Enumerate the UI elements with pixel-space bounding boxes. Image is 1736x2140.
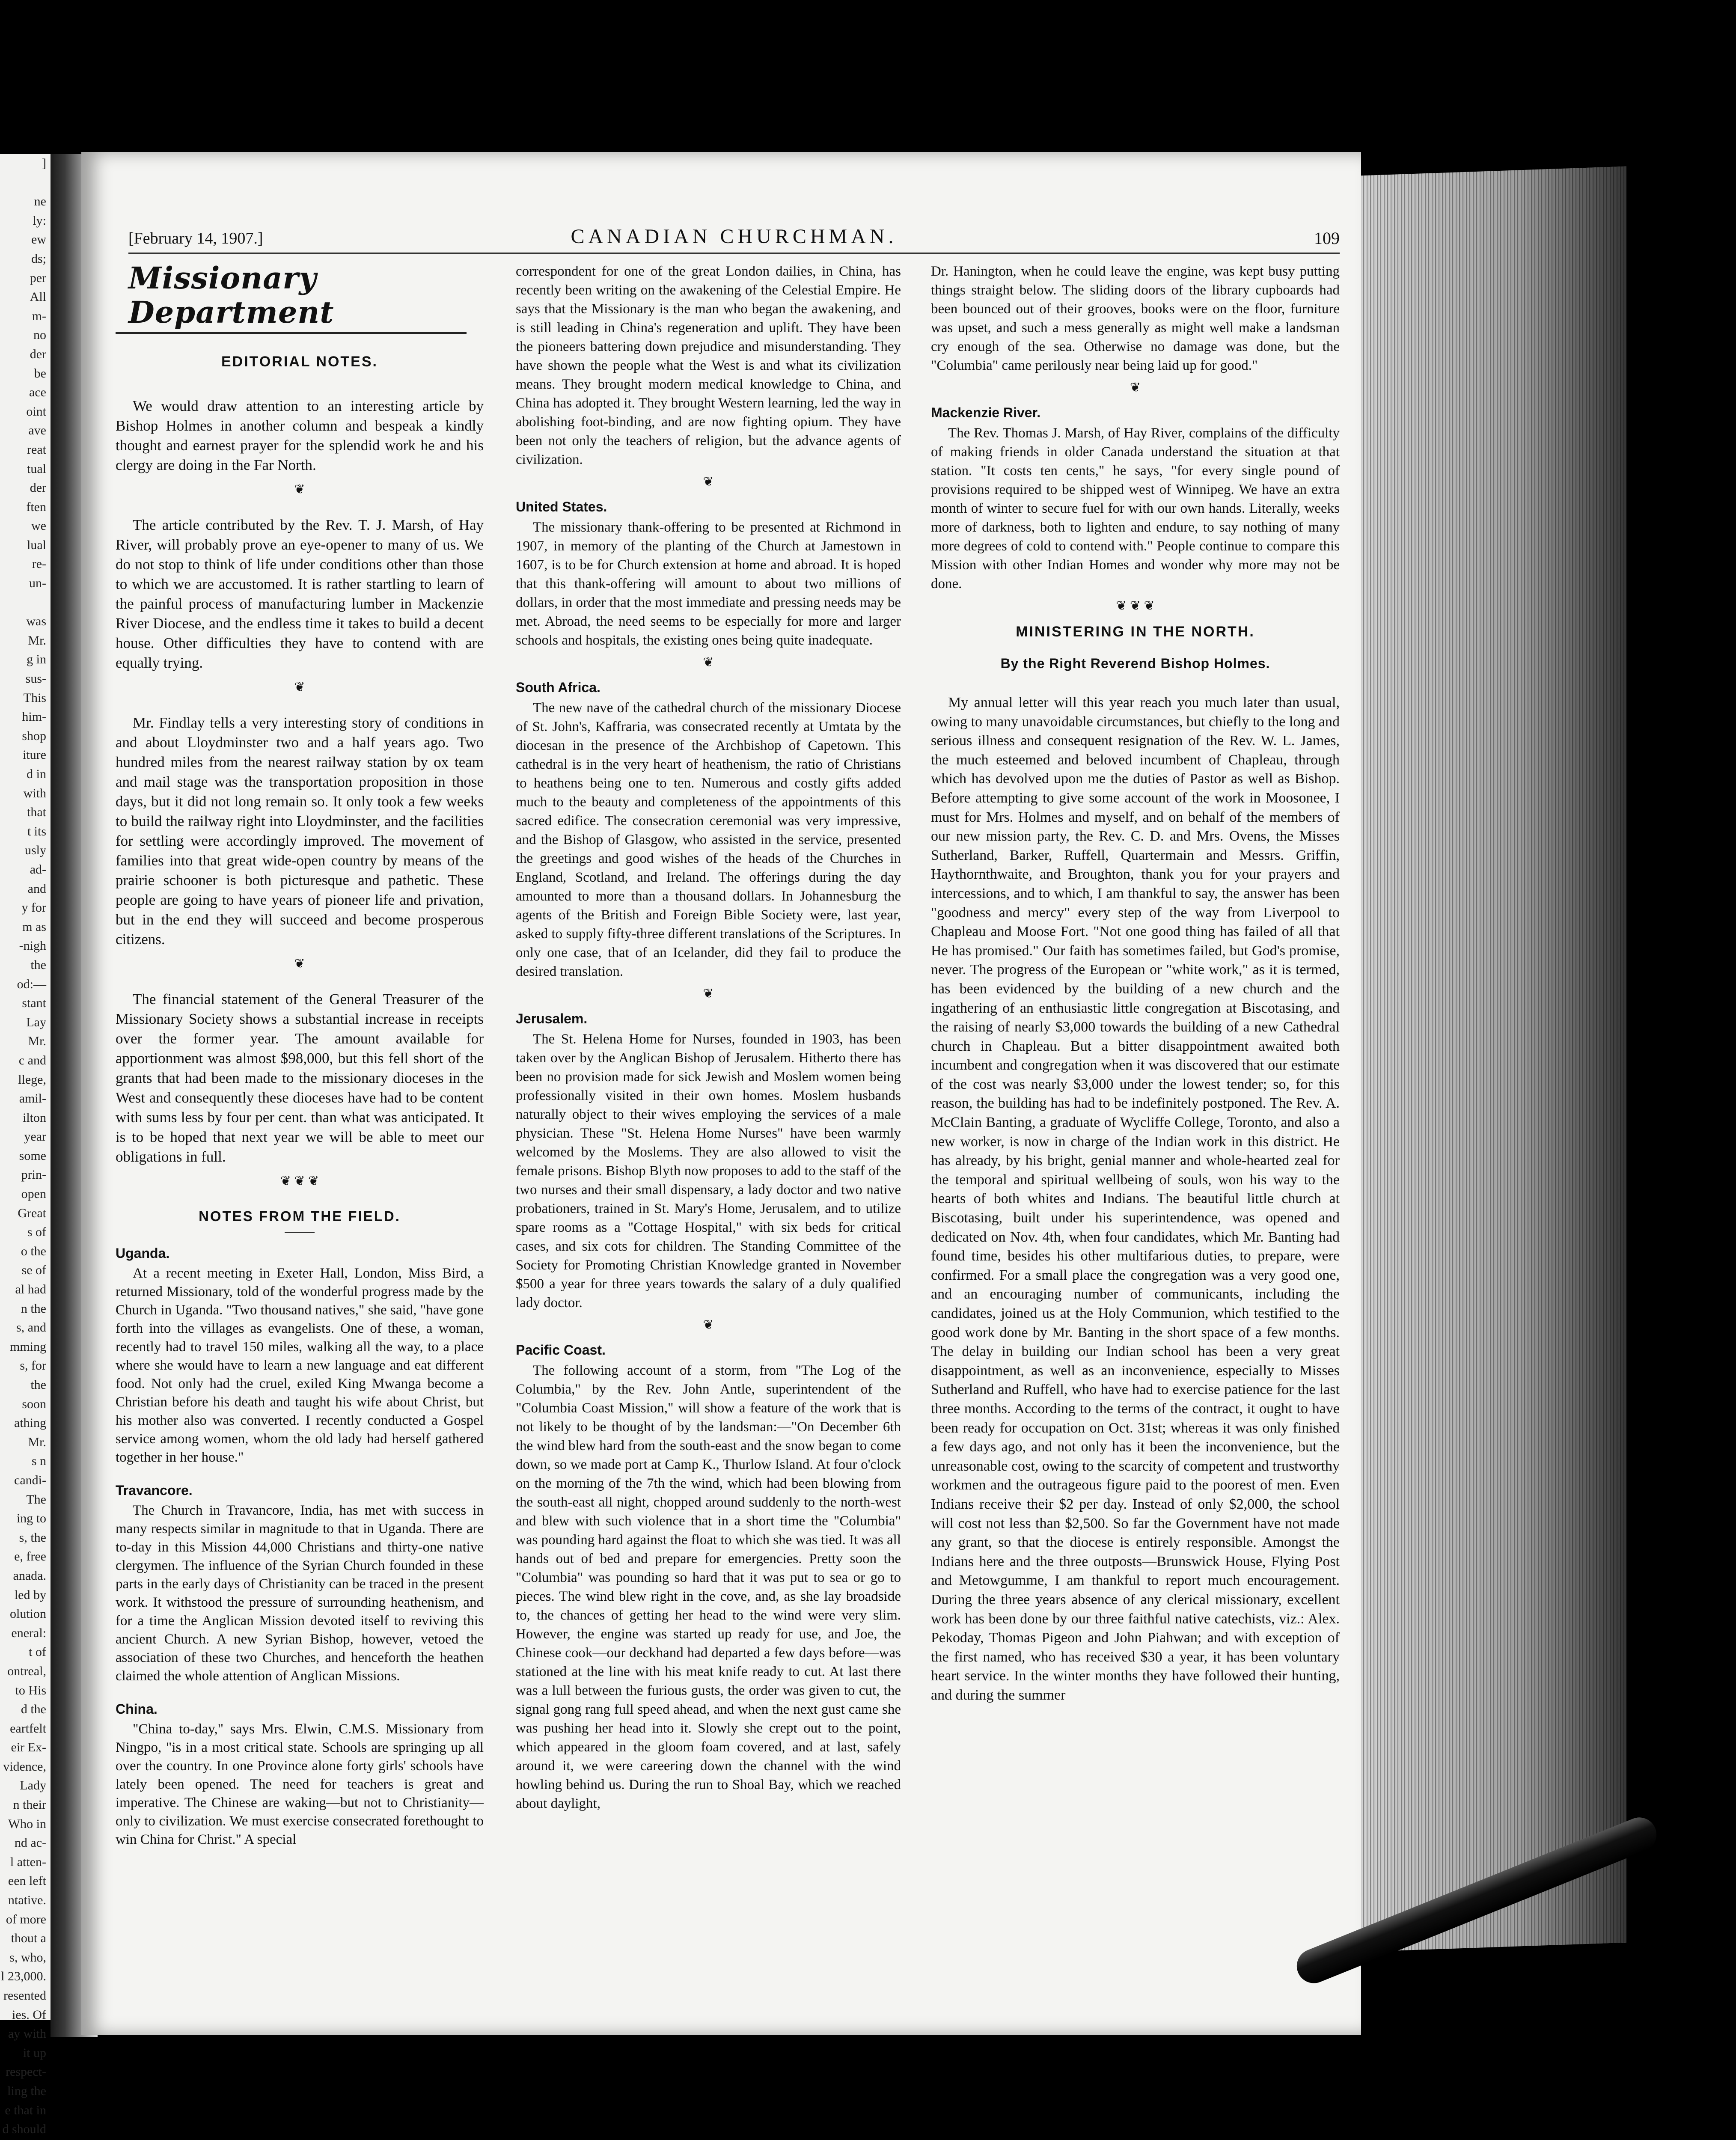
adjacent-page-fragment-line: tual xyxy=(27,461,46,476)
adjacent-page-fragment-line: it up xyxy=(23,2045,46,2060)
adjacent-page-fragment-line: n their xyxy=(13,1798,46,1812)
adjacent-page-fragment-line: s, the xyxy=(19,1530,46,1545)
adjacent-page-fragment-line: vidence, xyxy=(3,1759,46,1774)
adjacent-page-fragment-line: eneral: xyxy=(11,1626,46,1640)
pacific-coast-heading: Pacific Coast. xyxy=(516,1342,606,1358)
ministering-heading: MINISTERING IN THE NORTH. xyxy=(1016,624,1255,640)
ornament: ❦ xyxy=(703,655,714,669)
adjacent-page-fragment-line: n the xyxy=(21,1301,46,1316)
adjacent-page-fragment-line: usly xyxy=(24,843,46,858)
adjacent-page-fragment-line: oint xyxy=(26,404,46,419)
adjacent-page-fragment-line: ad- xyxy=(30,862,46,877)
adjacent-page-fragment-line: m as xyxy=(22,919,46,934)
adjacent-page-fragment-line: was xyxy=(26,614,46,629)
adjacent-page-fragment-line: s, who, xyxy=(9,1950,46,1965)
travancore-heading: Travancore. xyxy=(116,1483,193,1498)
ornament: ❦ xyxy=(703,1318,714,1332)
china-continued-text: correspondent for one of the great London dailies, in China, has recently been writing on the awakening of the Celestial Empire. He says that the Missionary is the man who began the awakening, and is still leading in China's regeneration and uplift. They have been the pioneers battering down prejudice and misunderstanding. They have shown the people what the West is and what its civilization means. They brought modern medical knowledge to China, and China has adopted it. They brought Western learning, led the way in abolishing foot-binding, and are now fighting opium. They have been not only the teachers of religion, but the advance agents of civilization. xyxy=(516,264,901,467)
adjacent-page-fragment-line: ilton xyxy=(22,1110,46,1125)
page-number: 109 xyxy=(1314,229,1340,248)
united-states-heading: United States. xyxy=(516,499,607,514)
adjacent-page-fragment-line: reat xyxy=(27,442,46,457)
ornament: ❦ xyxy=(703,475,714,489)
ornament-triple: ❦ ❦ ❦ xyxy=(280,1174,319,1188)
jerusalem-heading: Jerusalem. xyxy=(516,1011,588,1026)
adjacent-page-fragment-line: ontreal, xyxy=(7,1664,46,1678)
adjacent-page-fragment-line: y for xyxy=(21,901,46,915)
editorial-notes-heading: EDITORIAL NOTES. xyxy=(221,354,378,370)
adjacent-page-fragment-line: d in xyxy=(27,767,46,781)
adjacent-page-fragment-line: shop xyxy=(22,728,46,743)
adjacent-page-fragment-line: ntative. xyxy=(8,1893,46,1908)
ornament: ❦ xyxy=(1130,380,1141,395)
adjacent-page-fragment-line: amil- xyxy=(19,1091,46,1106)
adjacent-page-fragment-line: All xyxy=(30,290,46,304)
adjacent-page-fragment-line: Mr. xyxy=(28,1435,46,1449)
pacific-coast-text: The following account of a storm, from "The Log of the Columbia," by the Rev. John Antle, superintendent of the "Columbia Coast Mission," will show a feature of the work that is not likely to be thought of by the landsman:—"On December 6th the wind blew hard from the south-east and the snow began to come down, so we made port at Camp K., Thurlow Island. At four o'clock on the morning of the 7th the wind, which had been blowing from the south-east all night, chopped around suddenly to the north-west and blew with such violence that in a short time the "Columbia" was pounding hard against the float to which she was tied. It was all hands out of bed and prepare for emergencies. Pretty soon the "Columbia" was pounding so hard that it was put to sea or go to pieces. The wind blew right in the cove, and, as she lay broadside to, the chances of getting her head to the wind were very slim. However, the engine was started up ready for use, and Joe, the Chinese cook—our deckhand had departed a few days before—was stationed at the line with his meat knife ready to cut. At last there was a lull between the furious gusts, the order was given to cut, the signal gong rang full speed ahead, and when the next gust came she was pushing her head into it. Slowly she crept out to the point, which appeared in the gloom foam covered, and at last, safely around it, we were careering down the channel with the wind howling behind us. During the run to Shoal Bay, which we reached about daylight, xyxy=(516,1363,901,1811)
adjacent-page-fragment-line: with xyxy=(23,786,46,800)
china-heading: China. xyxy=(116,1701,158,1717)
adjacent-page-fragment-line: year xyxy=(24,1129,46,1144)
adjacent-page-fragment-line: s of xyxy=(27,1225,46,1239)
adjacent-page-fragment-line: al had xyxy=(15,1282,46,1297)
ministering-text: My annual letter will this year reach you much later than usual, owing to many unavoidable circumstances, but chiefly to the long and serious illness and consequent resignation of the Rev. W. L. James, the much esteemed and beloved incumbent of Chapleau, through which has devolved upon me the duties of Pastor as well as Bishop. Before attempting to give some account of the work in Moosonee, I must for Mrs. Holmes and myself, and on behalf of the members of our new mission party, the Rev. C. D. and Mrs. Ovens, the Misses Sutherland, Barker, Ruffell, Quartermain and Messrs. Griffin, Haythornthwaite, and Broughton, thank you for your prayers and intercessions, and to which, I am thankful to say, the answer has been "goodness and mercy" every step of the way from Liverpool to Chapleau and Moose Fort. "Not one good thing has failed of all that He has promised." Our faith has sometimes failed, but God's promise, never. The progress of the European or "white work," as it is termed, has been evidenced by the building of a new church and the ingathering of an enthusiastic little congregation at Biscotasing, and the raising of nearly $3,000 towards the building of a new Cathedral church in Chapleau. But a bitter disappointment awaited both incumbent and congregation when it was discovered that our estimate of the cost was nearly $3,000 under the lowest tender; so, for this reason, the building has had to be indefinitely postponed. The Rev. A. McClain Banting, a graduate of Wycliffe College, Toronto, and also a new worker, is now in charge of the Indian work in this district. He has already, by his bright, genial manner and whole-hearted zeal for the temporal and spiritual wellbeing of souls, won his way to the hearts of both whites and Indians. The beautiful little church at Biscotasing, built under his superintendence, was opened and dedicated on Nov. 4th, when four candidates, which Mr. Banting had found time, besides his other multifarious duties, to prepare, were confirmed. For a small place the congregation was a very good one, and an encouraging number of communicants, including the candidates, joined us at the Holy Communion, which testified to the good work done by Mr. Banting in the short space of a few months. The delay in building our Indian school has been a very great disappointment, as well as an inconvenience, especially to Misses Sutherland and Ruffell, who have had to exercise patience for the last three months. According to the terms of the contract, it ought to have been ready for occupation on Oct. 31st; whereas it was only finished a few days ago, and not only has it been the inconvenience, but the unreasonable cost, owing to the scarcity of competent and trustworthy workmen and the outrageous figure paid to the poorest of men. Even Indians receive their $2 per day. Instead of only $2,000, the school will cost not less than $2,500. So far the Government have not made any grant, so that the diocese is entirely responsible. Amongst the Indians here and the three outposts—Brunswick House, Flying Post and Metowgumme, I am thankful to report much encouragement. During the three years absence of any clerical missionary, excellent work has been done by our three faithful native catechists, viz.: Alex. Pekoday, Thomas Pigeon and John Piahwan; and with exception of the first named, who has received $30 a year, it has been voluntary heart service. In the winter months they have followed their hunting, and during the summer xyxy=(931,695,1340,1703)
title-rule xyxy=(116,332,467,334)
adjacent-page-fragment xyxy=(0,154,55,2137)
mackenzie-river-text: The Rev. Thomas J. Marsh, of Hay River, complains of the difficulty of making friends in older Canada understand the situation at that station. "It costs ten cents," he says, "for every single pound of provisions required to be shipped west of Winnipeg. We have an extra month of winter to secure fuel for with our own hands. Literally, weeks more of darkness, both to lighten and endure, to say nothing of many more degrees of cold to contend with." People continue to compare this Mission with other Indian Homes and wonder why more may not be done. xyxy=(931,425,1340,591)
south-africa-heading: South Africa. xyxy=(516,680,600,695)
ornament: ❦ xyxy=(703,987,714,1001)
adjacent-page-fragment-line: ling the xyxy=(7,2084,46,2098)
uganda-heading: Uganda. xyxy=(116,1245,170,1261)
editorial-paragraph: The article contributed by the Rev. T. J. Marsh, of Hay River, will probably prove an eye-opener to many of us. We do not stop to think of life under conditions other than those to which we are accustomed. It is rather startling to learn of the painful process of manufacturing lumber in Mackenzie River Diocese, and the endless time it takes to build a decent house. Other difficulties they have to contend with are equally trying. xyxy=(116,517,484,671)
adjacent-page-fragment-line: ies. Of xyxy=(12,2007,46,2022)
adjacent-page-fragment-line: lual xyxy=(27,538,46,552)
adjacent-page-fragment-line: m- xyxy=(32,309,46,323)
issue-date: [February 14, 1907.] xyxy=(128,229,263,247)
adjacent-page-fragment-line: be xyxy=(34,366,46,380)
adjacent-page-fragment-line: ing to xyxy=(16,1511,46,1526)
adjacent-page-fragment-line: ften xyxy=(26,499,46,514)
ornament-triple: ❦ ❦ ❦ xyxy=(1116,599,1155,613)
adjacent-page-fragment-line: e, free xyxy=(14,1549,46,1564)
adjacent-page-fragment-line: mming xyxy=(9,1339,46,1354)
adjacent-page-fragment-line: l 23,000. xyxy=(1,1969,46,1984)
adjacent-page-fragment-line: ew xyxy=(31,232,46,247)
ornament: ❦ xyxy=(294,482,305,496)
adjacent-page-fragment-line: c and xyxy=(18,1053,46,1067)
adjacent-page-fragment-line: Mr. xyxy=(28,1034,46,1049)
adjacent-page-fragment-line: to His xyxy=(15,1683,46,1697)
column-2 xyxy=(516,262,901,1813)
header-rule xyxy=(128,253,1340,254)
adjacent-page-fragment-line: ace xyxy=(29,385,46,400)
adjacent-page-fragment-line: ds; xyxy=(31,251,46,266)
adjacent-page-fragment-line: the xyxy=(30,1378,46,1392)
adjacent-page-fragment-line: s n xyxy=(31,1454,46,1468)
byline: By the Right Reverend Bishop Holmes. xyxy=(1000,656,1270,671)
adjacent-page-fragment-line: e that in xyxy=(5,2103,46,2117)
short-rule xyxy=(285,1232,315,1233)
adjacent-page-fragment-line: no xyxy=(33,328,46,342)
adjacent-page-fragment-line: per xyxy=(30,270,46,285)
adjacent-page-fragment-line: Mr. xyxy=(28,633,46,648)
adjacent-page-fragment-line: olution xyxy=(9,1607,46,1621)
jerusalem-text: The St. Helena Home for Nurses, founded in 1903, has been taken over by the Anglican Bishop of Jerusalem. Hitherto there has been no provision made for sick Jewish and Moslem women being professionally visited in their own homes. Moslem husbands naturally object to their wives employing the services of a male physician. These "St. Helena Home Nurses" have been warmly welcomed by the Moslems. They are also allowed to visit the female prisons. Bishop Blyth now proposes to add to the staff of the two nurses and their small dispensary, a lady doctor and two native probationers, trained in St. Mary's Home, Jerusalem, and to utilize spare rooms as a "Cottage Hospital," with six beds for critical cases, and six cots for children. The Standing Committee of the Society for Promoting Christian Knowledge granted in November $500 a year for three years towards the salary of a duly qualified lady doctor. xyxy=(516,1031,901,1311)
adjacent-page-fragment-line xyxy=(0,593,51,612)
adjacent-page-fragment-line: stant xyxy=(22,996,46,1011)
adjacent-page-fragment-line: the xyxy=(30,957,46,972)
adjacent-page-fragment-line: d the xyxy=(21,1702,46,1717)
notes-from-field-heading: NOTES FROM THE FIELD. xyxy=(199,1208,401,1224)
adjacent-page-fragment-line: The xyxy=(26,1492,46,1507)
adjacent-page-fragment-line: and xyxy=(27,881,46,896)
adjacent-page-fragment-line: o the xyxy=(21,1244,46,1258)
adjacent-page-fragment-line: Lay xyxy=(26,1015,46,1029)
adjacent-page-fragment-line: ne xyxy=(34,194,46,209)
adjacent-page-fragment-line: sus- xyxy=(25,672,46,686)
adjacent-page-fragment-line xyxy=(0,173,51,193)
adjacent-page-fragment-line: iture xyxy=(23,748,46,762)
adjacent-page-fragment-line: anada. xyxy=(13,1568,46,1583)
editorial-paragraph: Mr. Findlay tells a very interesting story of conditions in and about Lloydminster two and a half years ago. Two hundred miles from the nearest railway station by ox team and mail stage was the transportation proposition in those days, but it did not long remain so. It only took a few weeks to build the railway right into Lloydminster, and the facilities for settling were accordingly improved. The movement of families into that great wide-open country by means of the prairie schooner is both picturesque and pathetic. These people are going to have years of pioneer life and privation, but in the end they will succeed and become prosperous citizens. xyxy=(116,714,484,948)
column-3 xyxy=(931,262,1340,1705)
adjacent-page-fragment-line: Who in xyxy=(8,1816,46,1831)
adjacent-page-fragment-line: ly: xyxy=(33,213,46,228)
adjacent-page-fragment-line: Great xyxy=(18,1206,46,1220)
united-states-text: The missionary thank-offering to be presented at Richmond in 1907, in memory of the planting of the Church at Jamestown in 1607, is to be for Church extension at home and abroad. It is hoped that this thank-offering will amount to about two millions of dollars, in order that the most immediate and pressing needs may be met. Abroad, the need seems to be especially for more and larger schools and hospitals, the existing ones being quite inadequate. xyxy=(516,520,901,648)
adjacent-page-fragment-line: candi- xyxy=(14,1473,46,1487)
adjacent-page-fragment-line: resented xyxy=(3,1988,46,2003)
adjacent-page-fragment-line: s, and xyxy=(16,1320,46,1335)
adjacent-page-fragment-line: him- xyxy=(22,710,46,724)
adjacent-page-fragment-line: led by xyxy=(14,1587,46,1602)
adjacent-page-fragment-line: der xyxy=(30,347,46,361)
adjacent-page-fragment-line: open xyxy=(21,1187,46,1201)
pacific-continued-text: Dr. Hanington, when he could leave the engine, was kept busy putting things straight below. The sliding doors of the library cupboards had been bounced out of their grooves, books were on the floor, furniture was upset, and such a mess generally as might well make a landsman cry enough of the sea. Otherwise no damage was done, but the "Columbia" came perilously near being laid up for good." xyxy=(931,264,1340,373)
south-africa-text: The new nave of the cathedral church of the missionary Diocese of St. John's, Kaffraria, was consecrated recently at Umtata by the diocesan in the presence of the Archbishop of Capetown. This cathedral is in the very heart of heathenism, the ratio of Christians to heathens being one to ten. Numerous and costly gifts added much to the beauty and completeness of the appointments of this sacred edifice. The consecration ceremonial was very impressive, and the Bishop of Glasgow, who assisted in the service, presented the greetings and good wishes of the heads of the Churches in England, Scotland, and Ireland. The offerings during the day amounted to more than a thousand dollars. In Johannesburg the agents of the British and Foreign Bible Society were, last year, asked to supply fifty-three different translations of the Scriptures. In only one case, that of an Icelander, did they fail to produce the desired translation. xyxy=(516,700,901,979)
adjacent-page-fragment-line: ay with xyxy=(8,2027,46,2041)
editorial-paragraph: The financial statement of the General Treasurer of the Missionary Society shows a substantial increase in receipts over the former year. The amount available for apportionment was almost $98,000, but this fell short of the grants that had been made to the missionary dioceses in the West and consequently these dioceses have had to be content with sums less by four per cent. than what was anticipated. It is to be hoped that next year we will be able to meet our obligations in full. xyxy=(116,991,484,1165)
ornament: ❦ xyxy=(294,680,305,694)
adjacent-page-fragment-line: eartfelt xyxy=(10,1721,46,1736)
adjacent-page-fragment-line: llege, xyxy=(18,1072,46,1087)
adjacent-page-fragment-line: od:— xyxy=(17,977,46,991)
adjacent-page-fragment-line: l atten- xyxy=(10,1855,46,1869)
editorial-paragraph: We would draw attention to an interesting article by Bishop Holmes in another column and bespeak a kindly thought and earnest prayer for the splendid work he and his clergy are doing in the Far North. xyxy=(116,398,484,473)
adjacent-page-fragment-line: eir Ex- xyxy=(11,1740,46,1755)
adjacent-page-fragment-line: t its xyxy=(27,824,46,838)
adjacent-page-fragment-line: ] xyxy=(42,156,46,170)
adjacent-page-fragment-line: prin- xyxy=(21,1168,46,1182)
adjacent-page-fragment-line: athing xyxy=(14,1416,46,1430)
column-1 xyxy=(116,261,484,1849)
adjacent-page-fragment-line: we xyxy=(31,519,46,533)
travancore-text: The Church in Travancore, India, has met with success in many respects similar in magnitude to that in Uganda. There are to-day in this Mission 44,000 Christians and thirty-one native clergymen. The influence of the Syrian Church founded in these parts in the early days of Christianity can be traced in the present work. It withstood the pressure of surrounding heathenism, and for a time the Anglican Mission devoted itself to reviving this ancient Church. A new Syrian Bishop, however, vetoed the association of these two Churches, and henceforth the heathen claimed the whole attention of Anglican Missions. xyxy=(116,1503,484,1684)
adjacent-page-fragment-line: se of xyxy=(21,1263,46,1278)
adjacent-page-fragment-line: thout a xyxy=(11,1931,46,1946)
adjacent-page-fragment-line: ave xyxy=(28,423,46,438)
adjacent-page-fragment-line: -nigh xyxy=(19,939,46,953)
adjacent-page-fragment-line: nd ac- xyxy=(14,1836,46,1850)
running-head xyxy=(128,225,1340,255)
china-text: "China to-day," says Mrs. Elwin, C.M.S. Missionary from Ningpo, "is in a most critical state. Schools are springing up all over the country. In one Province alone forty girls' schools have lately been opened. The need for teachers is great and imperative. The Chinese are waking—but not to Christianity—only to civilization. We must exercise consecrated forethought to win China for Christ." A special xyxy=(116,1721,484,1847)
ornament: ❦ xyxy=(294,957,305,971)
adjacent-page-fragment-line: re- xyxy=(32,557,46,571)
adjacent-page-fragment-line: g in xyxy=(27,652,46,667)
adjacent-page-fragment-line: This xyxy=(23,690,46,705)
department-title: Missionary Department xyxy=(128,260,334,330)
adjacent-page-fragment-line: d should xyxy=(2,2122,46,2137)
adjacent-page-fragment-line: un- xyxy=(29,576,46,591)
publication-title: CANADIAN CHURCHMAN. xyxy=(571,225,898,248)
adjacent-page-fragment-line: some xyxy=(19,1148,46,1163)
adjacent-page-fragment-line: that xyxy=(27,805,46,820)
adjacent-page-fragment-line: een left xyxy=(8,1874,46,1888)
adjacent-page-fragment-line: Lady xyxy=(20,1778,46,1793)
book-page-edges xyxy=(1348,166,1626,1953)
mackenzie-river-heading: Mackenzie River. xyxy=(931,405,1041,420)
adjacent-page-fragment-line: respect- xyxy=(6,2065,46,2079)
adjacent-page-fragment-line: t of xyxy=(29,1645,46,1659)
adjacent-page-fragment-line: s, for xyxy=(20,1358,46,1373)
adjacent-page-fragment-line: soon xyxy=(22,1397,46,1411)
uganda-text: At a recent meeting in Exeter Hall, London, Miss Bird, a returned Missionary, told of the wonderful progress made by the Church in Uganda. "Two thousand natives," she said, "have gone forth into the villages as evangelists. One of these, a woman, recently had to travel 150 miles, walking all the way, to a place where she would have to learn a new language and eat different food. Not only had the cruel, exiled King Mwanga become a Christian before his death and taught his wife about Christ, but his mother also was converted. I recently conducted a Gospel service among women, whom the old lady had herself gathered together in her house." xyxy=(116,1266,484,1465)
adjacent-page-fragment-line: der xyxy=(30,481,46,495)
adjacent-page-fragment-line: of more xyxy=(6,1912,46,1926)
